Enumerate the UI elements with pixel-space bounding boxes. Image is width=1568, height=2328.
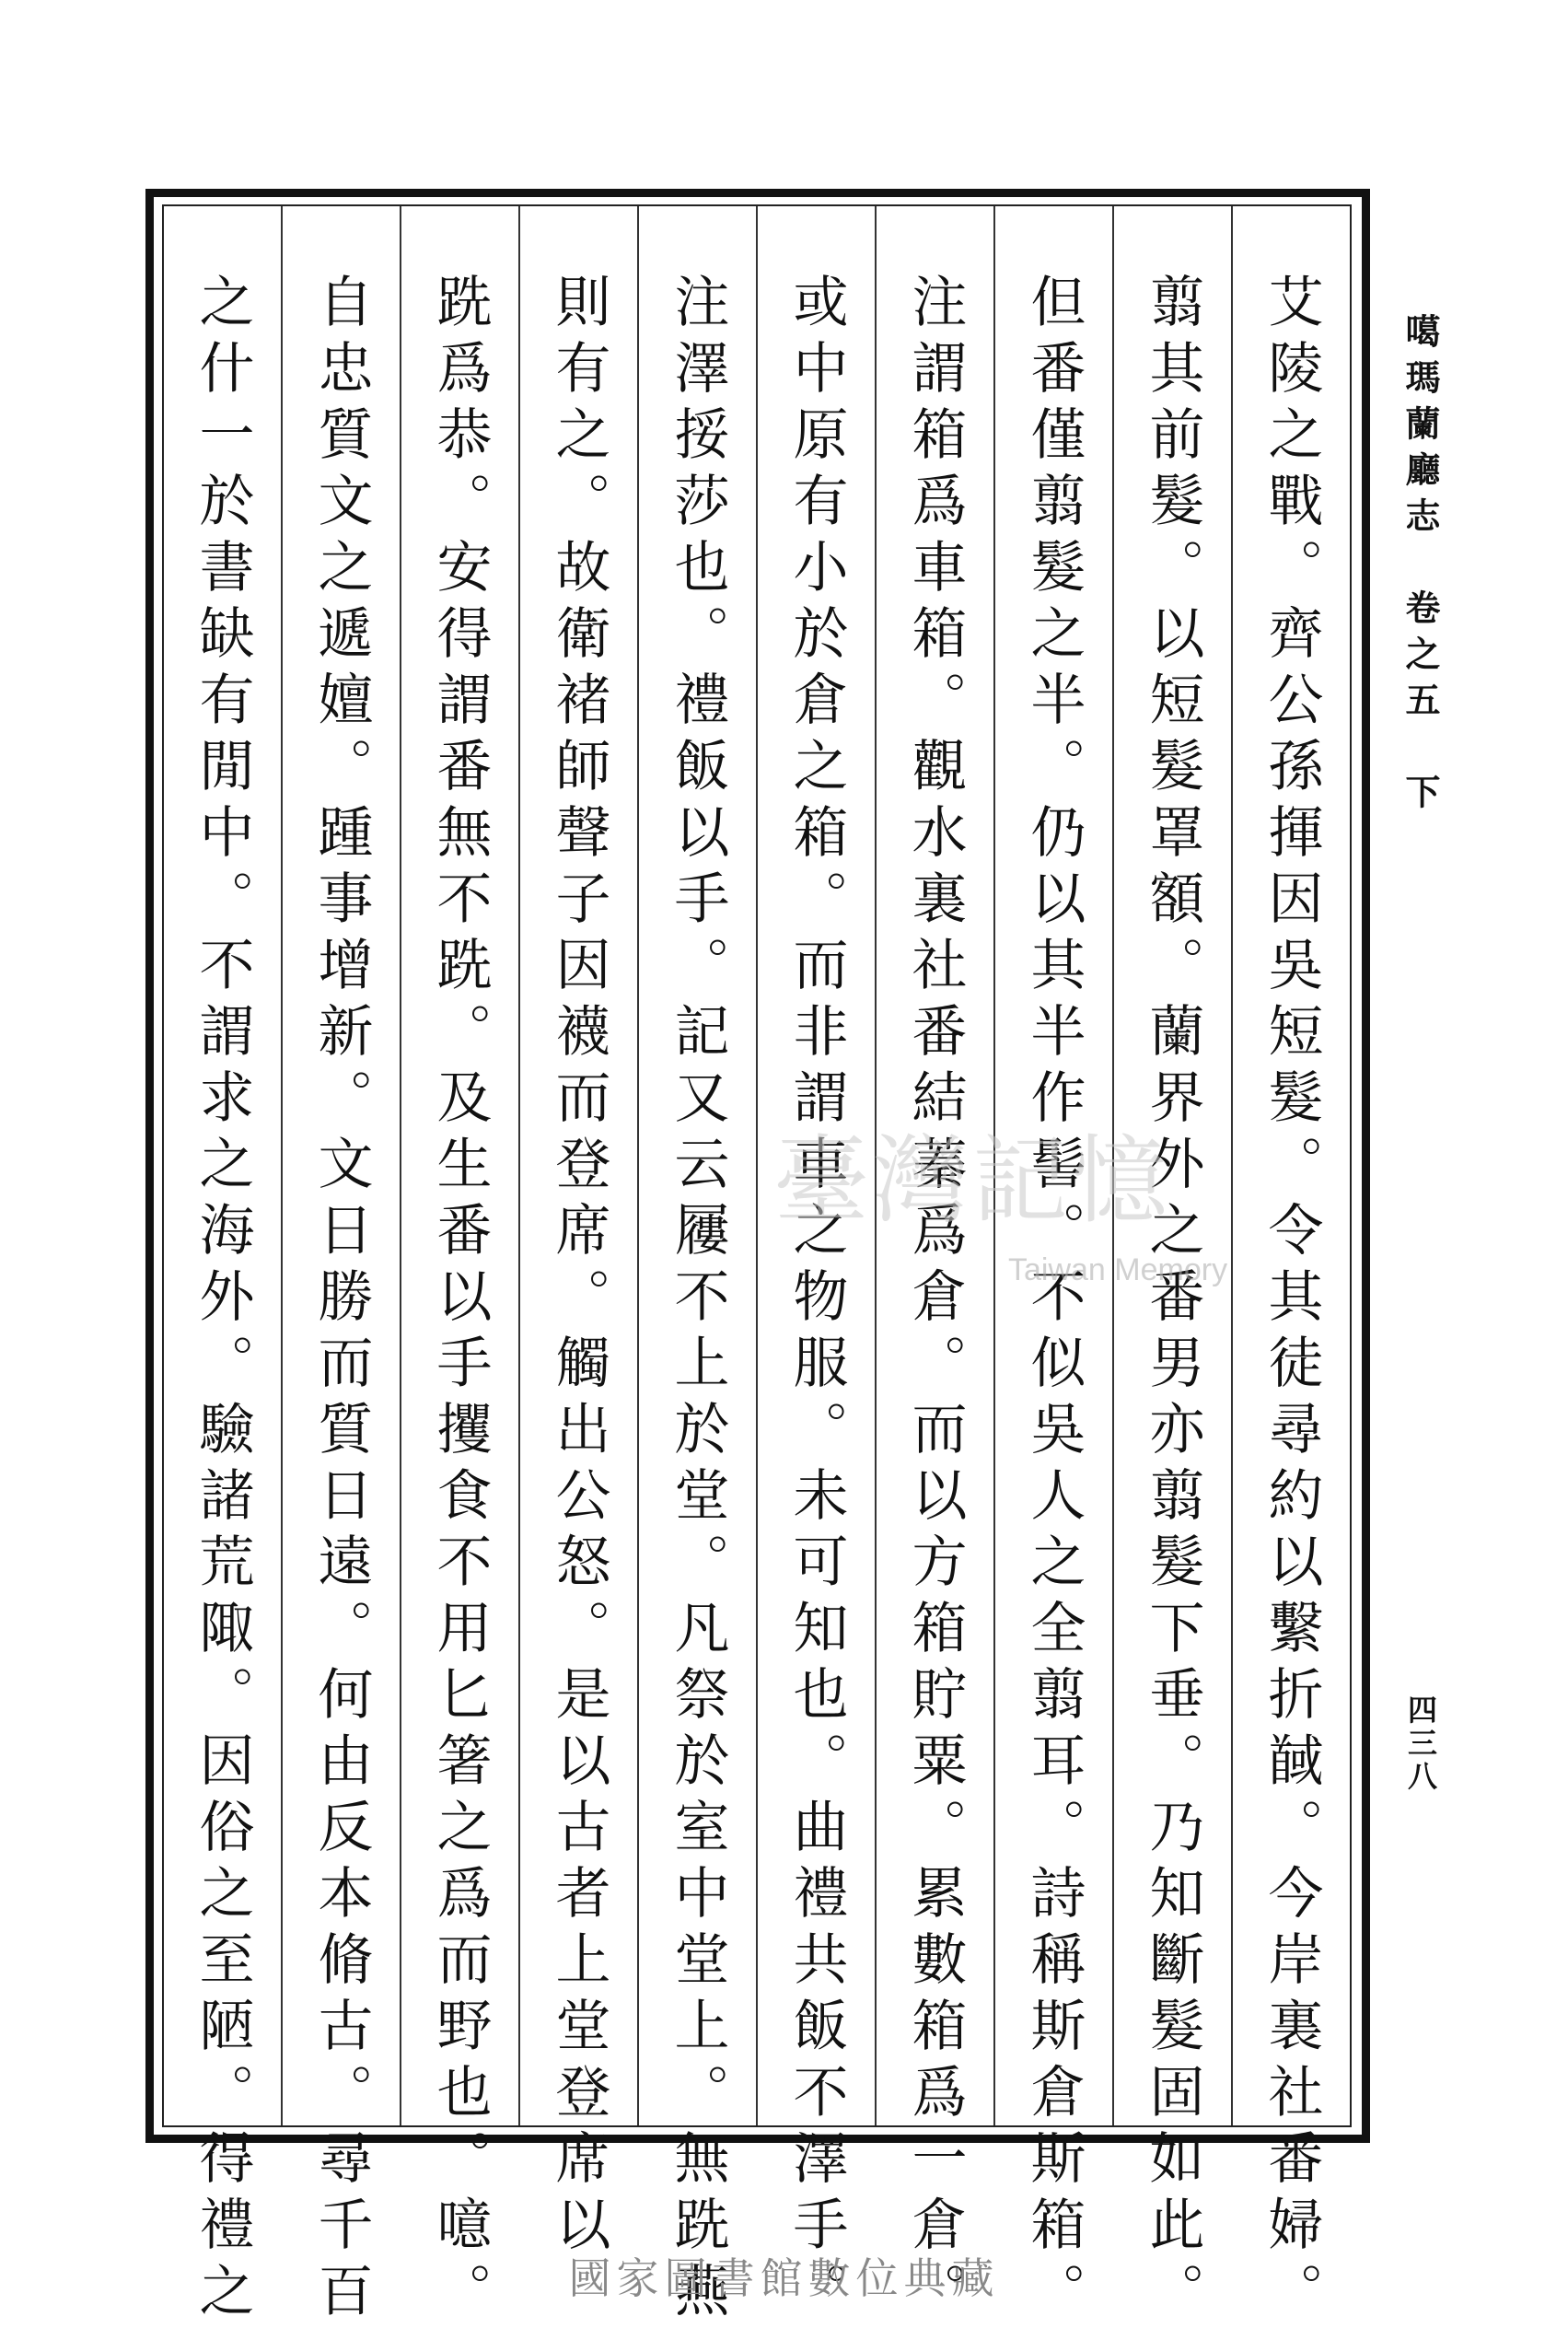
column-9 (281, 206, 400, 2328)
watermark-chinese: 臺灣記憶 (773, 1124, 1172, 1237)
column-7 (518, 206, 637, 2262)
column-text: 注澤挼莎也。禮飯以手。記又云屨不上於堂。凡祭於室中堂上。無跣燕 (665, 273, 730, 2328)
margin-page-number: 四三八 (1403, 1694, 1438, 1794)
column-2 (1112, 206, 1231, 2328)
column-text: 之什一於書缺有閒中。不謂求之海外。驗諸荒陬。因俗之至陋。得禮之 (190, 273, 255, 2328)
column-text: 跣爲恭。安得謂番無不跣。及生番以手攫食不用匕箸之爲而野也。噫。 (427, 273, 493, 2328)
column-4 (875, 206, 993, 2328)
footer-caption: 國家圖書館數位典藏 (568, 2253, 1000, 2303)
watermark-english: Taiwan Memory (1008, 1252, 1228, 1287)
column-8 (400, 206, 518, 2328)
column-text: 但番僅翦髮之半。仍以其半作髻。不似吳人之全翦耳。詩稱斯倉斯箱。 (1021, 273, 1086, 2328)
column-5 (756, 206, 875, 2328)
column-10 (164, 206, 281, 2328)
column-text: 或中原有小於倉之箱。而非謂車之物服。未可知也。曲禮共飯不澤手。 (784, 273, 849, 2328)
column-6 (637, 206, 756, 2328)
column-text: 則有之。故衛褚師聲子因襪而登席。觸出公怒。是以古者上堂登席以 (546, 273, 611, 2262)
column-1 (1231, 206, 1350, 2328)
column-text: 翦其前髮。以短髮罩額。蘭界外之番男亦翦髮下垂。乃知斷髮固如此。 (1140, 273, 1205, 2328)
column-text: 艾陵之戰。齊公孫揮因吳短髮。令其徒尋約以繫折馘。今岸裏社番婦。 (1259, 273, 1324, 2328)
column-3 (993, 206, 1112, 2328)
column-text: 自忠質文之遞嬗。踵事增新。文日勝而質日遠。何由反本脩古。尋千百 (308, 273, 374, 2328)
margin-book-title: 噶瑪蘭廳志 卷之五 下 (1400, 313, 1441, 820)
column-text: 注謂箱爲車箱。觀水裏社番結蓁爲倉。而以方箱貯粟。累數箱爲一倉。 (902, 273, 968, 2328)
